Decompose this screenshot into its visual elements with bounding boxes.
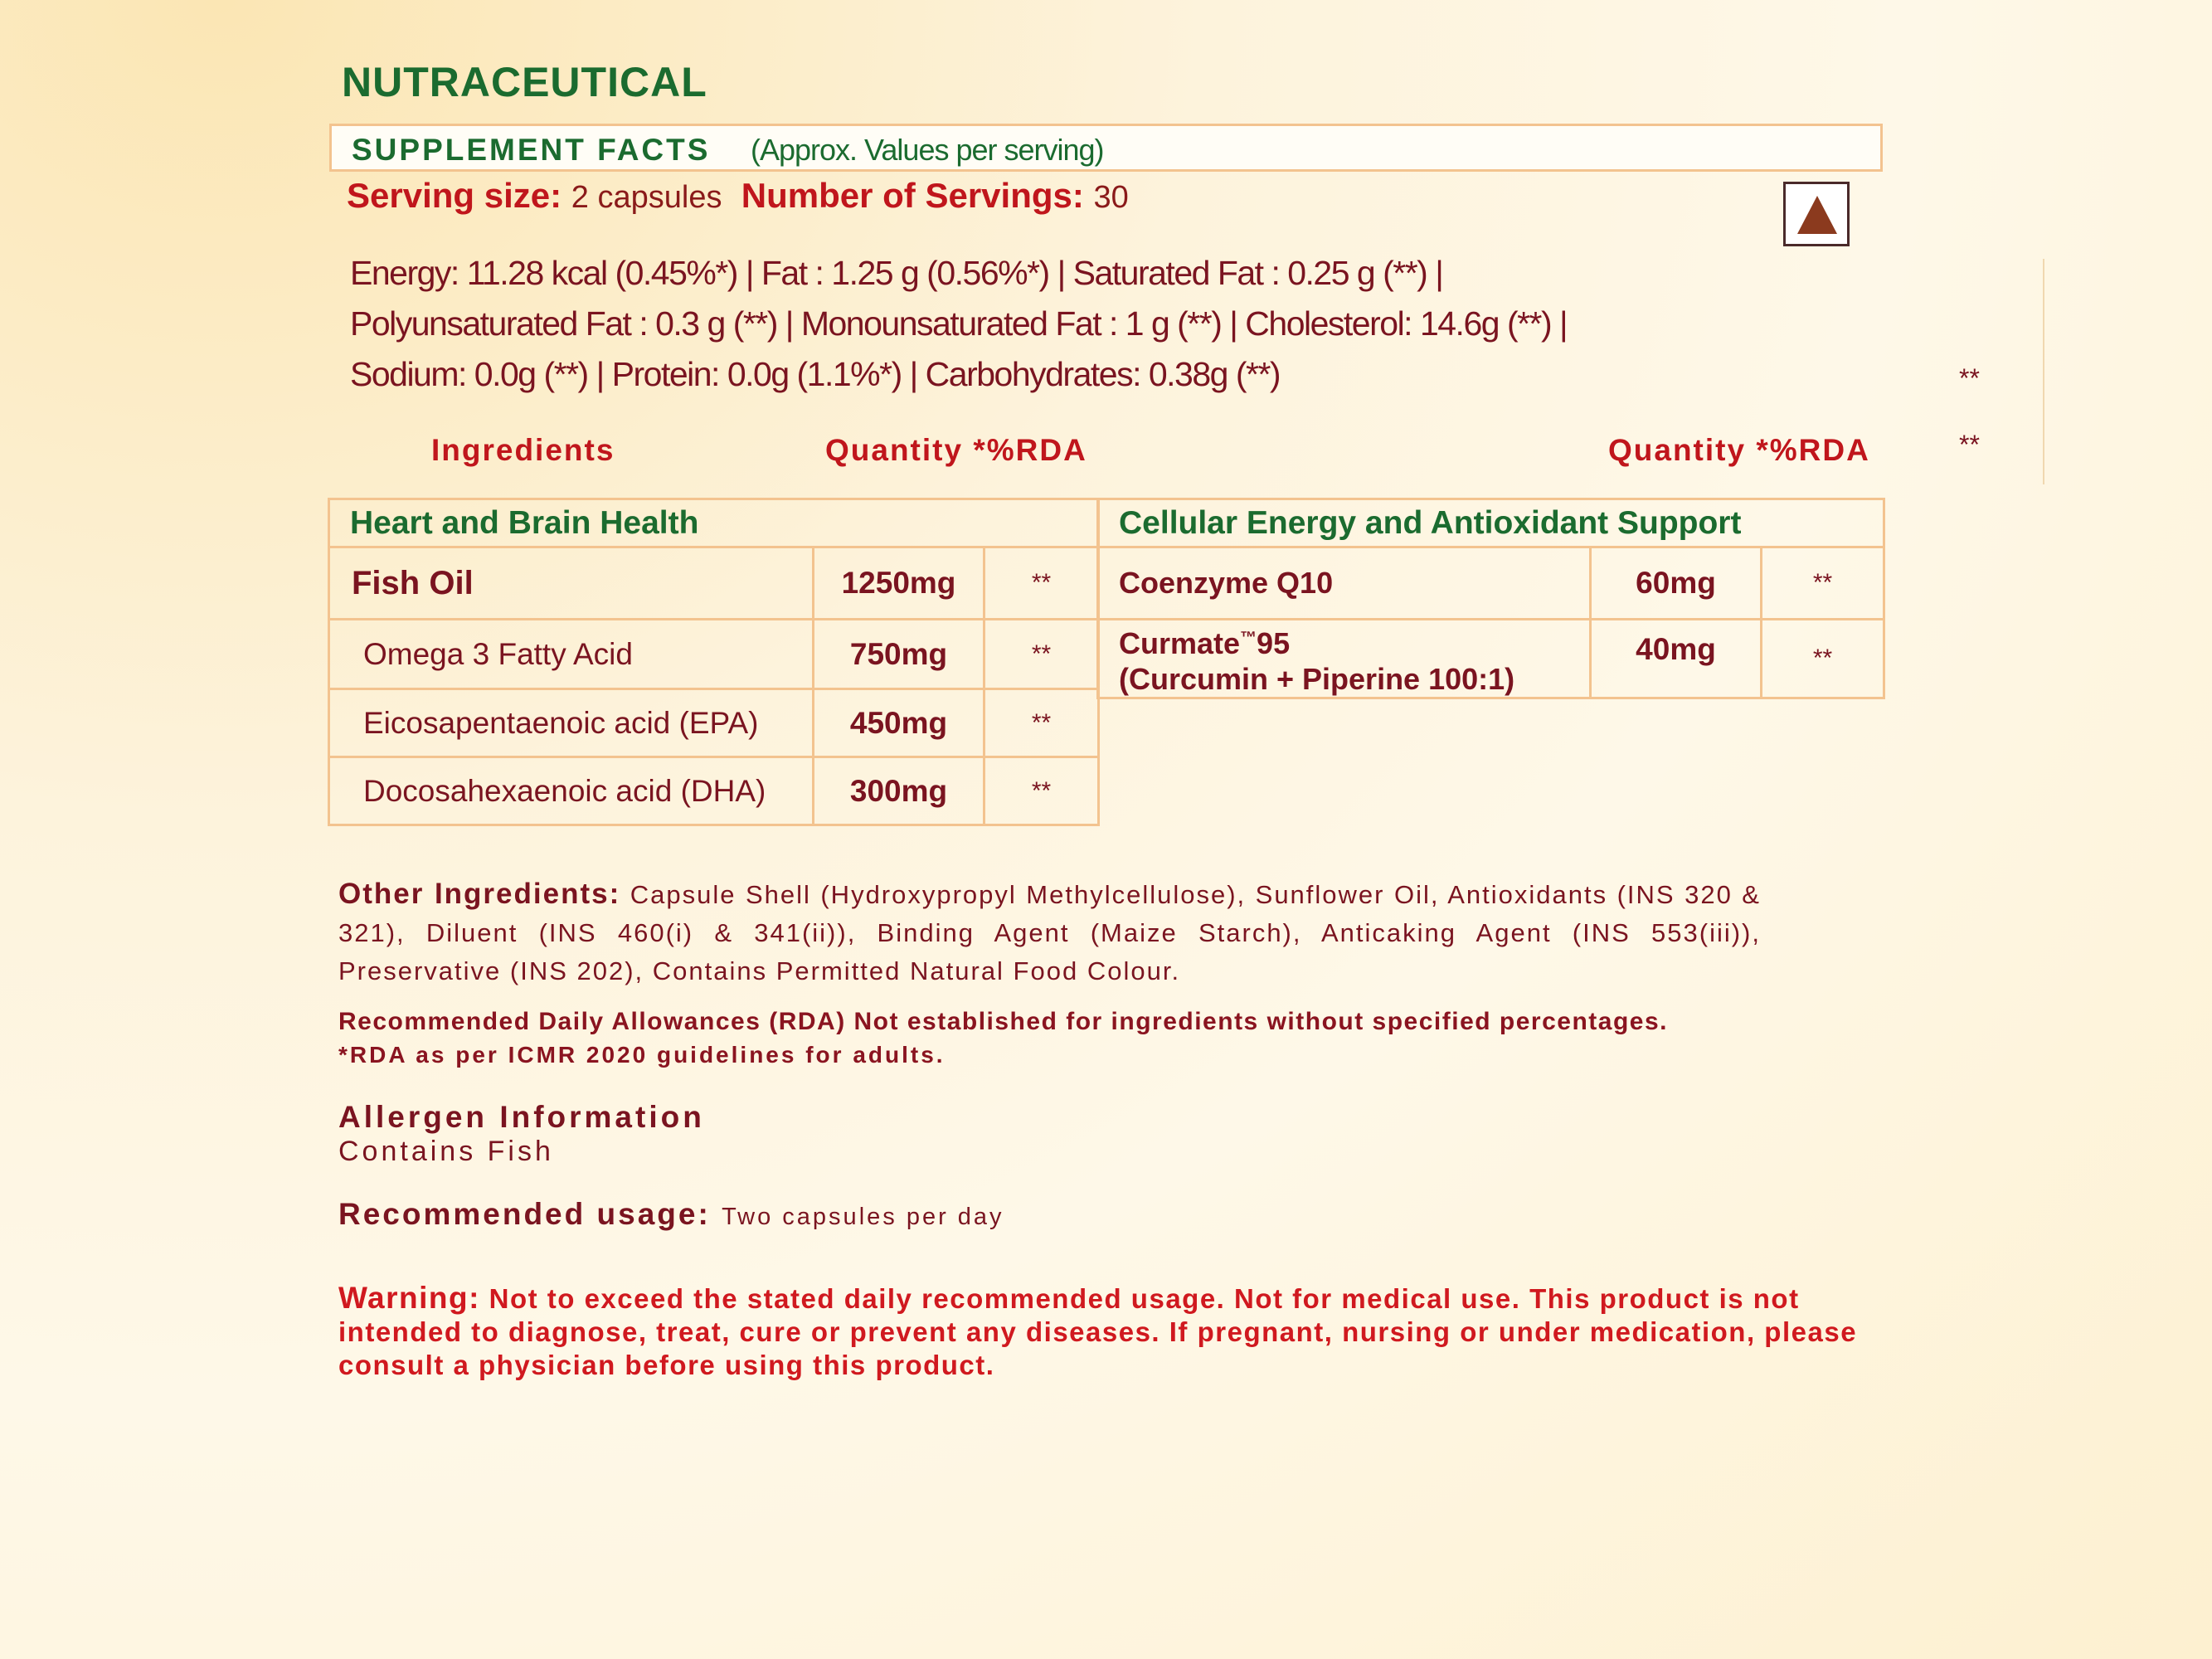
ingredient-name: Fish Oil bbox=[329, 547, 814, 620]
ingredient-name: Eicosapentaenoic acid (EPA) bbox=[329, 689, 814, 757]
table-row bbox=[329, 620, 1099, 689]
page-title: NUTRACEUTICAL bbox=[342, 59, 707, 105]
rda-note: Recommended Daily Allowances (RDA) Not established for ingredients without specified percentages. bbox=[338, 1008, 1669, 1035]
ingredient-name: Coenzyme Q10 bbox=[1098, 547, 1591, 620]
trademark-mark: ™ bbox=[1240, 629, 1257, 647]
ingredient-name: Omega 3 Fatty Acid bbox=[329, 620, 814, 689]
heart-brain-table bbox=[328, 498, 1100, 826]
table-heading: Cellular Energy and Antioxidant Support bbox=[1098, 499, 1884, 547]
serving-info bbox=[347, 176, 1129, 216]
table-row bbox=[1098, 547, 1884, 620]
ingredient-qty: 40mg bbox=[1591, 620, 1762, 698]
usage-value: Two capsules per day bbox=[722, 1204, 1004, 1230]
other-ingredients-label: Other Ingredients: bbox=[338, 878, 621, 910]
supplement-facts-label: SUPPLEMENT FACTS bbox=[352, 133, 711, 167]
ingredient-name bbox=[1098, 620, 1591, 698]
serving-size-label: Serving size: bbox=[347, 176, 562, 215]
ingredient-qty: 750mg bbox=[814, 620, 984, 689]
warning-label: Warning: bbox=[338, 1281, 480, 1315]
ingredient-rda: ** bbox=[984, 620, 1099, 689]
table-row bbox=[329, 689, 1099, 757]
ingredient-rda: ** bbox=[1762, 547, 1884, 620]
ingredient-name-line2: (Curcumin + Piperine 100:1) bbox=[1119, 662, 1515, 696]
serving-size-value: 2 capsules bbox=[571, 180, 722, 215]
ingredient-name-suffix: 95 bbox=[1257, 626, 1291, 660]
warning-text bbox=[338, 1282, 1898, 1382]
table-row bbox=[329, 757, 1099, 825]
supplement-facts-banner bbox=[329, 124, 1883, 172]
quantity-header-right: Quantity *%RDA bbox=[1608, 433, 1870, 467]
ingredient-name-line1: Curmate bbox=[1119, 626, 1241, 660]
ingredient-rda: ** bbox=[984, 757, 1099, 825]
nutrition-line: Polyunsaturated Fat : 0.3 g (**) | Monounsaturated Fat : 1 g (**) | Cholesterol: 14.6g (**) | bbox=[350, 304, 1568, 343]
ingredients-header: Ingredients bbox=[431, 433, 615, 467]
ingredient-qty: 60mg bbox=[1591, 547, 1762, 620]
warning-body: Not to exceed the stated daily recommended usage. Not for medical use. This product is not intended to diagnose, treat, cure or prevent any diseases. If pregnant, nursing or under medication, please consult a physician before using this product. bbox=[338, 1283, 1858, 1380]
ingredient-rda: ** bbox=[984, 689, 1099, 757]
other-ingredients-text: Capsule Shell (Hydroxypropyl Methylcellulose), Sunflower Oil, Antioxidants (INS 320 & 321), Diluent (INS 460(i) & 341(ii)), Binding Agent (Maize Starch), Anticaking Agent (INS 553(iii)), Preservative (INS 202), Contains Permitted Natural Food Colour. bbox=[338, 880, 1761, 985]
table-row bbox=[329, 547, 1099, 620]
nutrition-line: Sodium: 0.0g (**) | Protein: 0.0g (1.1%*) | Carbohydrates: 0.38g (**) bbox=[350, 355, 1281, 393]
side-rda-marker: ** bbox=[1959, 430, 1980, 460]
cellular-energy-table bbox=[1096, 498, 1885, 699]
ingredient-rda: ** bbox=[1762, 620, 1884, 698]
side-rda-marker: ** bbox=[1959, 363, 1980, 393]
supplement-facts-subtitle: (Approx. Values per serving) bbox=[751, 133, 1104, 167]
allergen-value: Contains Fish bbox=[338, 1136, 554, 1167]
recommended-usage bbox=[338, 1197, 1004, 1232]
table-heading: Heart and Brain Health bbox=[329, 499, 1099, 547]
side-divider bbox=[2043, 259, 2044, 484]
ingredient-rda: ** bbox=[984, 547, 1099, 620]
table-row bbox=[1098, 620, 1884, 698]
nutrition-line: Energy: 11.28 kcal (0.45%*) | Fat : 1.25 g (0.56%*) | Saturated Fat : 0.25 g (**) | bbox=[350, 254, 1443, 292]
allergen-heading: Allergen Information bbox=[338, 1100, 705, 1134]
usage-label: Recommended usage: bbox=[338, 1197, 711, 1231]
ingredient-qty: 450mg bbox=[814, 689, 984, 757]
servings-count-value: 30 bbox=[1093, 180, 1129, 215]
ingredient-qty: 300mg bbox=[814, 757, 984, 825]
non-veg-triangle-icon bbox=[1783, 182, 1850, 246]
quantity-header-left: Quantity *%RDA bbox=[825, 433, 1087, 467]
other-ingredients bbox=[338, 875, 1761, 990]
rda-source: *RDA as per ICMR 2020 guidelines for adults. bbox=[338, 1042, 946, 1068]
ingredient-qty: 1250mg bbox=[814, 547, 984, 620]
ingredient-name: Docosahexaenoic acid (DHA) bbox=[329, 757, 814, 825]
servings-count-label: Number of Servings: bbox=[741, 176, 1084, 215]
